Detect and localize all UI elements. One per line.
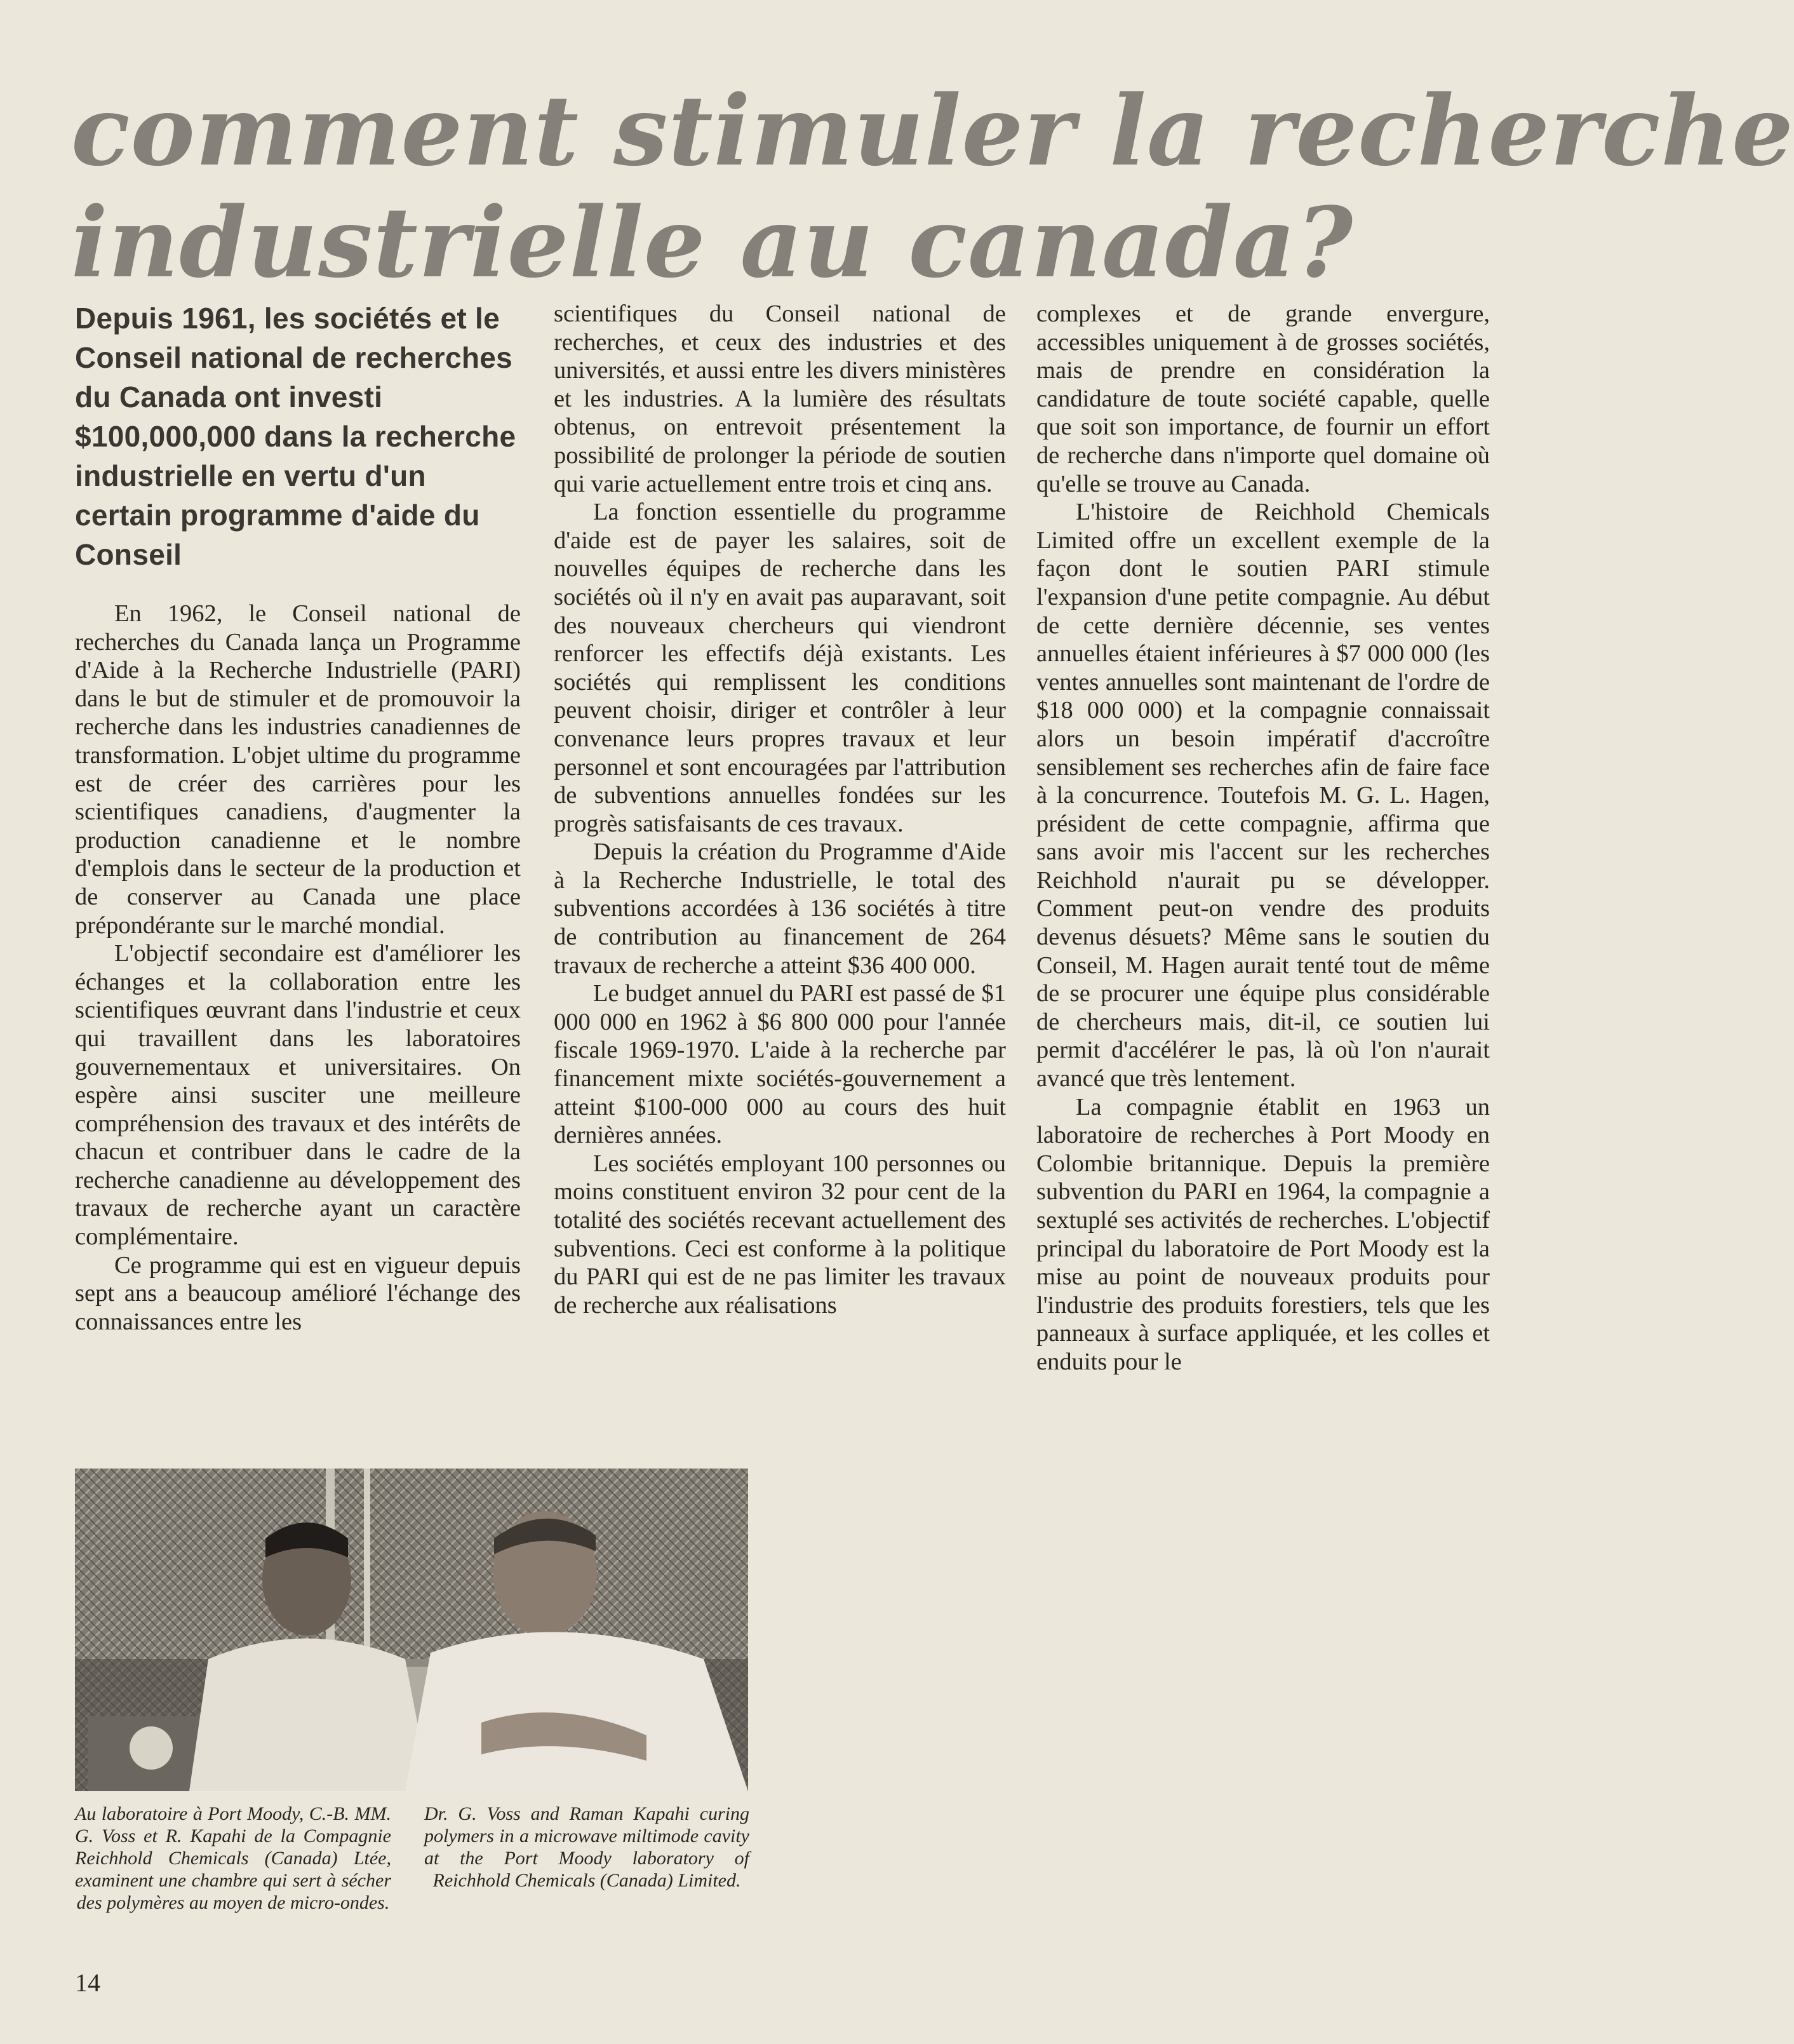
photo-caption-french: Au laboratoire à Port Moody, C.-B. MM. G. Voss et R. Kapahi de la Compagnie Reichhold Chemicals (Canada) Ltée, examinent une chambre qui sert à sécher des polymères au moyen de micro-ondes. [75,1803,391,1913]
text-column-3 [1036,300,1490,1376]
paragraph: Les sociétés employant 100 personnes ou moins constituent environ 32 pour cent de la totalité des sociétés recevant actuellement des subventions. Ceci est conforme à la politique du PARI qui est de ne pas limiter les travaux de recherche aux réalisations [554,1150,1006,1319]
article-title-line-1: comment stimuler la recherche [71,74,1794,187]
paragraph: Ce programme qui est en vigueur depuis sept ans a beaucoup amélioré l'échange des connaissances entre les [75,1251,521,1335]
paragraph: scientifiques du Conseil national de recherches, et ceux des industries et des universités, et aussi entre les divers ministères et les industries. A la lumière des résultats obtenus, on entrevoit présentement la possibilité de prolonger la période de soutien qui varie actuellement entre trois et cinq ans. [554,300,1006,497]
text-column-2 [554,300,1006,1319]
text-column-1 [75,299,521,1336]
article-title-line-2: industrielle au canada? [71,185,1354,299]
page-number: 14 [75,1968,100,1997]
paragraph: L'histoire de Reichhold Chemicals Limited offre un excellent exemple de la façon dont le soutien PARI stimule l'expansion d'une petite compagnie. Au début de cette dernière décennie, ses ventes annuelles étaient inférieures à $7 000 000 (les ventes annuelles sont maintenant de l'ordre de $18 000 000) et la compagnie connaissait alors un besoin impératif d'accroître sensiblement ses recherches afin de faire face à la concurrence. Toutefois M. G. L. Hagen, président de cette compagnie, affirma que sans avoir mis l'accent sur les recherches Reichhold n'aurait pu se développer. Comment peut-on vendre des produits devenus désuets? Même sans le soutien du Conseil, M. Hagen aurait tenté tout de même de se procurer une équipe plus considérable de chercheurs mais, dit-il, ce soutien lui permit d'accélérer le pas, là où l'on n'aurait avancé que très lentement. [1036,499,1490,1093]
paragraph: Le budget annuel du PARI est passé de $1 000 000 en 1962 à $6 800 000 pour l'année fiscale 1969-1970. L'aide à la recherche par financement mixte sociétés-gouvernement a atteint $100-000 000 au cours des huit dernières années. [554,980,1006,1149]
article-lede: Depuis 1961, les sociétés et le Conseil national de recherches du Canada ont investi $100,000,000 dans la recherche industrielle en vertu d'un certain programme d'aide du Conseil [75,302,516,571]
paragraph: Depuis la création du Programme d'Aide à la Recherche Industrielle, le total des subventions accordées à 136 sociétés à titre de contribution au financement de 264 travaux de recherche a atteint $36 400 000. [554,838,1006,979]
paragraph: La compagnie établit en 1963 un laboratoire de recherches à Port Moody en Colombie britannique. Depuis la première subvention du PARI en 1964, la compagnie a sextuplé ses activités de recherches. L'objectif principal du laboratoire de Port Moody est la mise au point de nouveaux produits pour l'industrie des produits forestiers, tels que les panneaux à surface appliquée, et les colles et enduits pour le [1036,1093,1490,1375]
paragraph: La fonction essentielle du programme d'aide est de payer les salaires, soit de nouvelles équipes de recherche dans les sociétés où il n'y en avait pas auparavant, soit des nouveaux chercheurs qui viendront renforcer les effectifs déjà existants. Les sociétés qui remplissent les conditions peuvent choisir, diriger et contrôler à leur convenance leurs propres travaux et leur personnel et sont encouragées par l'attribution de subventions annuelles fondées sur les progrès satisfaisants de ces travaux. [554,499,1006,837]
photo-caption-english: Dr. G. Voss and Raman Kapahi curing polymers in a microwave miltimode cavity at the Port Moody laboratory of Reichhold Chemicals (Canada) Limited. [424,1803,749,1891]
paragraph: L'objectif secondaire est d'améliorer les échanges et la collaboration entre les scientifiques œuvrant dans l'industrie et ceux qui travaillent dans les laboratoires gouvernementaux et universitaires. On espère ainsi susciter une meilleure compréhension des travaux et des intérêts de chacun et contribuer dans le cadre de la recherche canadienne au développement des travaux de recherche ayant un caractère complémentaire. [75,940,521,1251]
paragraph: En 1962, le Conseil national de recherches du Canada lança un Programme d'Aide à la Recherche Industrielle (PARI) dans le but de stimuler et de promouvoir la recherche dans les industries canadiennes de transformation. L'objet ultime du programme est de créer des carrières pour les scientifiques canadiens, d'augmenter la production canadienne et le nombre d'emplois dans le secteur de la production et de conserver au Canada une place prépondérante sur le marché mondial. [75,600,521,939]
laboratory-photo [75,1469,748,1791]
paragraph: complexes et de grande envergure, accessibles uniquement à de grosses sociétés, mais de prendre en considération la candidature de toute société capable, quelle que soit son importance, de fournir un effort de recherche dans n'importe quel domaine où qu'elle se trouve au Canada. [1036,300,1490,497]
article-title [71,74,1794,299]
